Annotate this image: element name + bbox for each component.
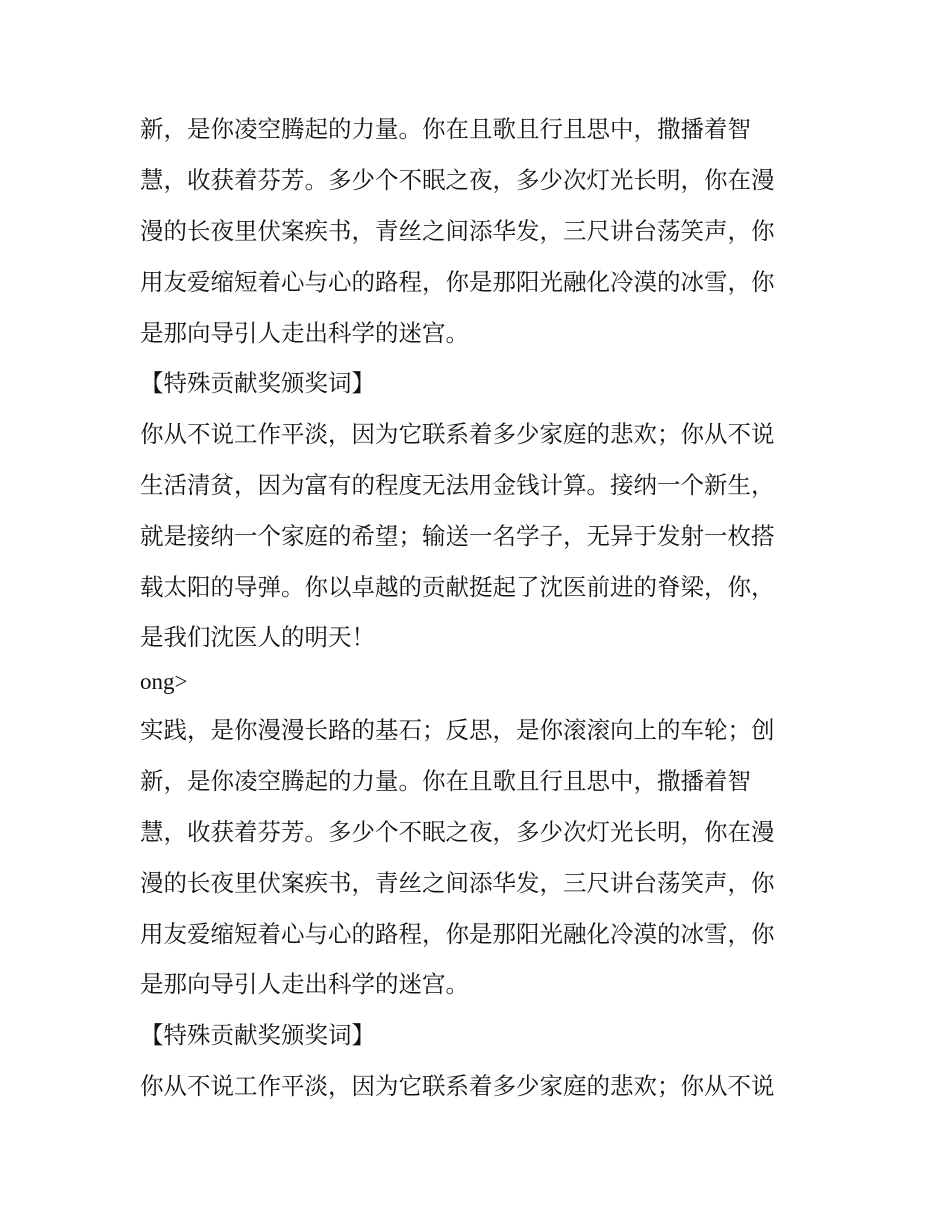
text-line: 用友爱缩短着心与心的路程，你是那阳光融化冷漠的冰雪，你 [140,920,775,948]
text-line: 你从不说工作平淡，因为它联系着多少家庭的悲欢；你从不说 [140,420,775,448]
text-line: 是我们沈医人的明天！ [140,623,375,651]
text-line: 生活清贫，因为富有的程度无法用金钱计算。接纳一个新生， [140,471,775,499]
text-line: 用友爱缩短着心与心的路程，你是那阳光融化冷漠的冰雪，你 [140,268,775,296]
stray-markup-text: ong> [140,669,188,694]
section-heading: 【特殊贡献奖颁奖词】 [140,369,375,397]
text-line: 慧，收获着芬芳。多少个不眠之夜，多少次灯光长明，你在漫 [140,818,775,846]
text-line: 慧，收获着芬芳。多少个不眠之夜，多少次灯光长明，你在漫 [140,166,775,194]
text-line: 载太阳的导弹。你以卓越的贡献挺起了沈医前进的脊梁，你， [140,573,775,601]
text-line: 是那向导引人走出科学的迷宫。 [140,970,469,998]
text-line: 新，是你凌空腾起的力量。你在且歌且行且思中，撒播着智 [140,115,751,143]
text-line: 新，是你凌空腾起的力量。你在且歌且行且思中，撒播着智 [140,767,751,795]
text-line: 漫的长夜里伏案疾书，青丝之间添华发，三尺讲台荡笑声，你 [140,217,775,245]
text-line: 实践，是你漫漫长路的基石；反思，是你滚滚向上的车轮；创 [140,716,775,744]
section-heading: 【特殊贡献奖颁奖词】 [140,1021,375,1049]
text-line: 你从不说工作平淡，因为它联系着多少家庭的悲欢；你从不说 [140,1072,775,1100]
text-line: 是那向导引人走出科学的迷宫。 [140,319,469,347]
text-line: 漫的长夜里伏案疾书，青丝之间添华发，三尺讲台荡笑声，你 [140,869,775,897]
text-line: 就是接纳一个家庭的希望；输送一名学子，无异于发射一枚搭 [140,522,775,550]
